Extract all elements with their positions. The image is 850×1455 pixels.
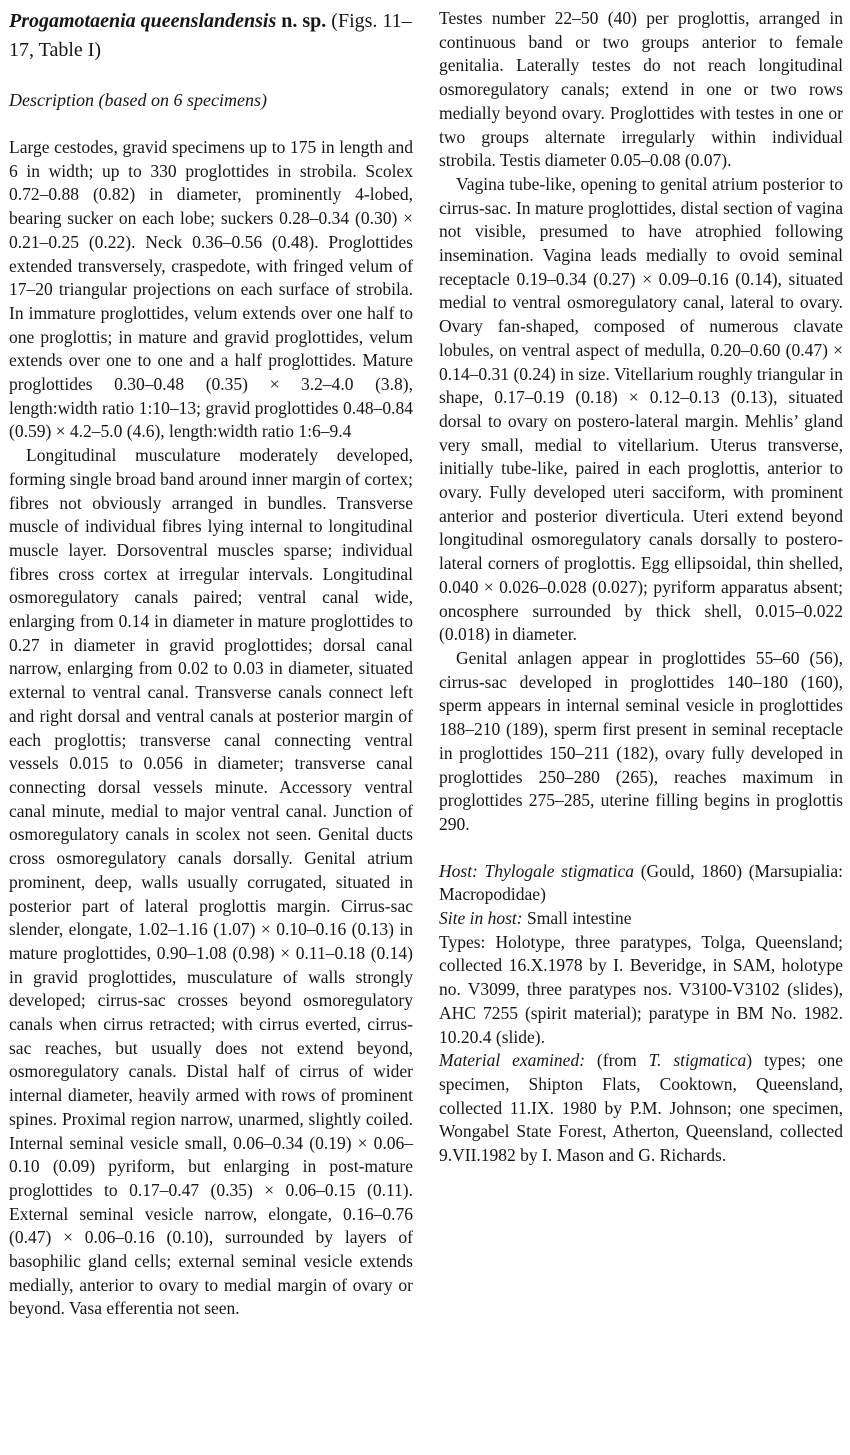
- article-title: [9, 7, 413, 65]
- host-authority: (Gould, 1860) (Marsupialia: Macropodidae): [439, 860, 844, 905]
- site-in-host-line: [439, 907, 843, 931]
- column-right: [439, 7, 843, 1455]
- paragraph-musculature-male-genitalia: Longitudinal musculature moderately developed, forming single broad band around inner margin of cortex; fibres not obviously arranged in bundles. Transverse muscle of individual fibres lying internal to longitudinal muscle layer. Dorsoventral muscles sparse; individual fibres cross cortex at irregular intervals. Longitudinal osmoregulatory canals paired; ventral canal wide, enlarging from 0.14 in diameter in mature proglottides to 0.27 in diameter in gravid proglottides; dorsal canal narrow, enlarging from 0.02 to 0.03 in diameter, situated external to ventral canal. Transverse canals connect left and right dorsal and ventral canals at posterior margin of each proglottis; transverse canal connecting ventral vessels 0.015 to 0.056 in diameter; transverse canal connecting dorsal vessels minute. Accessory ventral canal minute, medial to major ventral canal. Junction of osmoregulatory canals in scolex not seen. Genital ducts cross osmoregulatory canals dorsally. Genital atrium prominent, deep, walls usually corrugated, situated in posterior part of lateral proglottis margin. Cirrus-sac slender, elongate, 1.02–1.16 (1.07) × 0.10–0.16 (0.13) in mature proglottides, 0.90–1.08 (0.98) × 0.11–0.18 (0.14) in gravid proglottides, musculature of walls strongly developed; cirrus-sac crosses beyond osmoregulatory canals when cirrus retracted; with cirrus everted, cirrus-sac reaches, but usually does not extend beyond, osmoregulatory canals. Distal half of cirrus of wider internal diameter, heavily armed with rows of prominent spines. Proximal region narrow, unarmed, slightly coiled. Internal seminal vesicle small, 0.06–0.34 (0.19) × 0.06–0.10 (0.09) pyriform, but enlarging in post-mature proglottides to 0.17–0.47 (0.35) × 0.06–0.15 (0.11). External seminal vesicle narrow, elongate, 0.16–0.76 (0.47) × 0.06–0.16 (0.10), surrounded by layers of basophilic gland cells; external seminal vesicle extends medially, anterior to ovary to medial margin of ovary or beyond. Vasa efferentia not seen.: [9, 445, 414, 1319]
- title-designation: n. sp.: [276, 10, 332, 32]
- material-examined-label: Material examined:: [439, 1050, 586, 1071]
- paragraph-general-morphology: Large cestodes, gravid specimens up to 175 in length and 6 in width; up to 330 proglottides in strobila. Scolex 0.72–0.88 (0.82) in diameter, prominently 4-lobed, bearing sucker on each lobe; suckers 0.28–0.34 (0.30) × 0.21–0.25 (0.22). Neck 0.36–0.56 (0.48). Proglottides extended transversely, craspedote, with fringed velum of 17–20 triangular projections on each surface of strobila. In immature proglottides, velum extends over one half to one proglottis; in mature and gravid proglottides, velum extends over one to one and a half proglottides. Mature proglottides 0.30–0.48 (0.35) × 3.2–4.0 (3.8), length:width ratio 1:10–13; gravid proglottides 0.48–0.84 (0.59) × 4.2–5.0 (4.6), length:width ratio 1:6–9.4: [9, 137, 413, 442]
- material-details: ) types; one specimen, Shipton Flats, Cooktown, Queensland, collected 11.IX. 1980 by P.M. Johnson; one specimen, Wongabel State Forest, Atherton, Queensland, collected 9.VII.1982 by I. Mason and G. Richards.: [439, 1050, 843, 1166]
- column-left: [9, 7, 413, 1455]
- host-label-and-species: Host: Thylogale stigmatica: [439, 860, 635, 881]
- site-label: Site in host:: [439, 908, 523, 929]
- material-species-abbreviation: T. stigmatica: [648, 1050, 747, 1071]
- paragraph-testes-continuation: Testes number 22–50 (40) per proglottis, arranged in continuous band or two groups anterior to female genitalia. Laterally testes do not reach longitudinal osmoregulatory canals; extend in one or two rows medially beyond ovary. Proglottides with testes in one or two groups alternate irregularly within individual strobila. Testis diameter 0.05–0.08 (0.07).: [439, 8, 843, 171]
- specimen-data-block: [439, 860, 843, 1168]
- host-line: [439, 860, 843, 907]
- site-value: Small intestine: [522, 908, 632, 929]
- section-heading-description: Description (based on 6 specimens): [9, 90, 267, 110]
- paragraph-development-sequence: Genital anlagen appear in proglottides 55–60 (56), cirrus-sac developed in proglottides 140–180 (160), sperm appears in internal seminal vesicle in proglottides 188–210 (189), sperm first present in seminal receptacle in proglottides 150–211 (182), ovary fully developed in proglottides 250–280 (265), reaches maximum in proglottides 275–285, uterine filling begins in proglottis 290.: [439, 647, 843, 834]
- title-figure-reference: (Figs. 11–17, Table I): [9, 10, 412, 61]
- types-line: Types: Holotype, three paratypes, Tolga, Queensland; collected 16.X.1978 by I. Beveridge, in SAM, holotype no. V3099, three paratypes nos. V3100-V3102 (slides), AHC 7255 (spirit material); paratype in BM No. 1982. 10.20.4 (slide).: [439, 931, 843, 1047]
- material-examined-line: [439, 1049, 843, 1168]
- material-from-text: (from: [585, 1050, 649, 1071]
- title-species-name: Progamotaenia queenslandensis: [9, 10, 277, 32]
- paragraph-female-genitalia: Vagina tube-like, opening to genital atrium posterior to cirrus-sac. In mature proglottides, distal section of vagina not visible, presumed to have atrophied following insemination. Vagina leads medially to ovoid seminal receptacle 0.19–0.34 (0.27) × 0.09–0.16 (0.14), situated medial to ventral osmoregulatory canal, lateral to ovary. Ovary fan-shaped, composed of numerous clavate lobules, on ventral aspect of medulla, 0.20–0.60 (0.47) × 0.14–0.31 (0.24) in size. Vitellarium roughly triangular in shape, 0.17–0.19 (0.18) × 0.12–0.13 (0.13), situated dorsal to ovary on postero-lateral margin. Mehlis’ gland very small, medial to vitellarium. Uterus transverse, initially tube-like, paired in each proglottis, anterior to ovary. Fully developed uteri sacciform, with prominent anterior and posterior diverticula. Uteri extend beyond longitudinal osmoregulatory canals dorsally to postero-lateral corners of proglottis. Egg ellipsoidal, thin shelled, 0.040 × 0.026–0.028 (0.027); pyriform apparatus absent; oncosphere surrounded by thick shell, 0.015–0.022 (0.018) in diameter.: [439, 173, 843, 645]
